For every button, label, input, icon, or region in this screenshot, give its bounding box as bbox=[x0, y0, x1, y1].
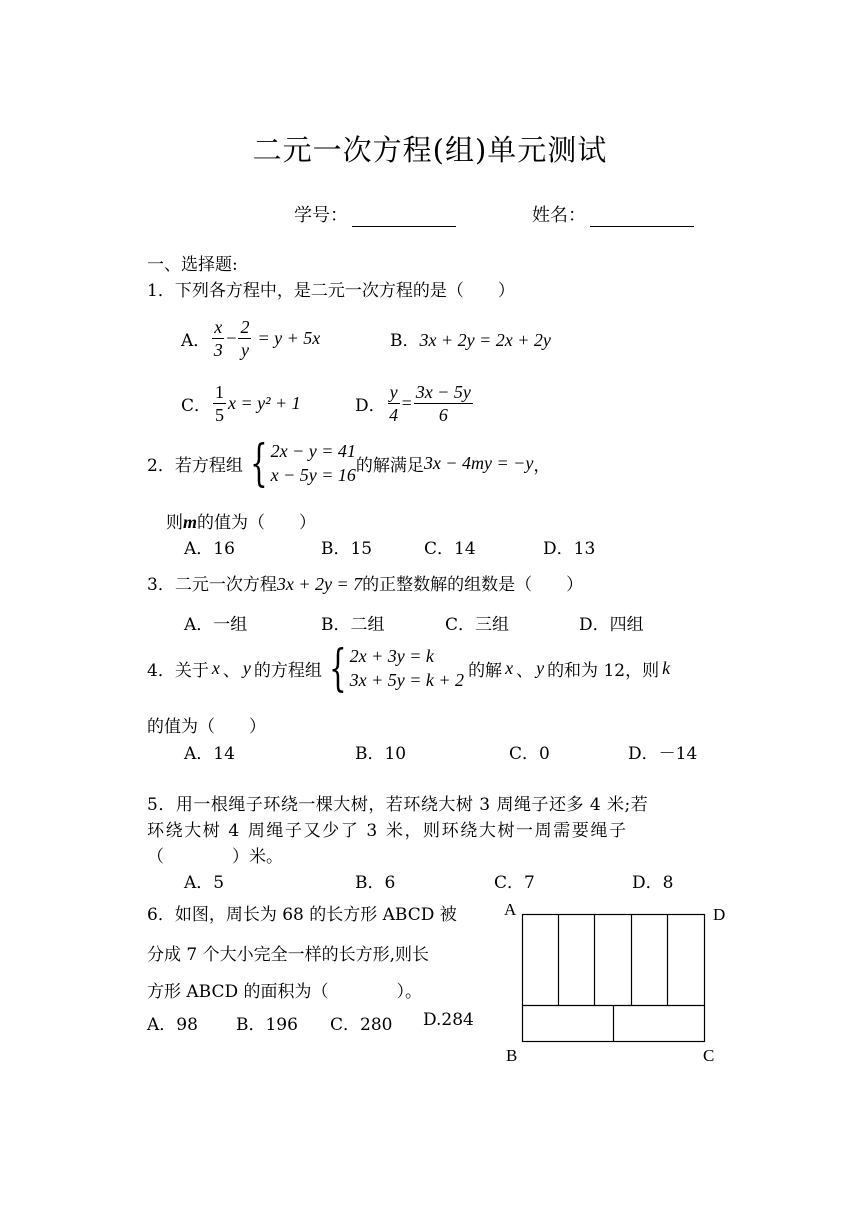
q4-sep2: 、 bbox=[516, 660, 534, 681]
q2-system bbox=[243, 434, 356, 492]
q4-mid2: 的解 bbox=[468, 660, 503, 681]
q6-option-a: A．98 bbox=[147, 1015, 198, 1035]
q1-a-label: A． bbox=[181, 331, 211, 351]
section-heading: 一、选择题: bbox=[147, 255, 238, 275]
q5-line1: 5．用一根绳子环绕一棵大树，若环绕大树 3 周绳子还多 4 米;若 bbox=[147, 795, 649, 815]
q4-y: y bbox=[242, 657, 251, 678]
q2-stem bbox=[147, 434, 551, 492]
q5-option-d: D．8 bbox=[632, 873, 674, 893]
q5-option-b: B．6 bbox=[355, 873, 396, 893]
q2-cond: 3x − 4my = −y bbox=[423, 452, 534, 473]
brace-icon: { bbox=[249, 434, 268, 492]
q3-option-d: D．四组 bbox=[579, 615, 644, 635]
q1-option-b bbox=[390, 326, 551, 351]
q2-prefix: 2．若方程组 bbox=[147, 455, 243, 476]
q1-d-frac2-num: 3x − 5y bbox=[415, 382, 471, 402]
q2-mid: 的解满足 bbox=[355, 455, 424, 476]
q6-option-b: B．196 bbox=[236, 1015, 298, 1035]
q6-option-c: C．280 bbox=[330, 1015, 393, 1035]
q4-line2: 的值为（ ） bbox=[147, 717, 266, 737]
q5-line2: 环绕大树 4 周绳子又少了 3 米，则环绕大树一周需要绳子 bbox=[147, 821, 628, 841]
q1-a-frac1-den: 3 bbox=[213, 340, 223, 360]
q4-y2: y bbox=[536, 657, 545, 678]
name-blank[interactable] bbox=[590, 204, 694, 227]
student-id-field bbox=[294, 201, 456, 227]
q3-eq: 3x + 2y = 7 bbox=[276, 574, 363, 594]
q2-comma: ， bbox=[533, 455, 551, 476]
q1-option-a bbox=[181, 316, 320, 361]
q4-sep: 、 bbox=[222, 660, 240, 681]
name-field bbox=[532, 201, 694, 227]
q2-eq2: x − 5y = 16 bbox=[270, 465, 356, 485]
q3-option-c: C．三组 bbox=[445, 615, 510, 635]
q4-mid1: 的方程组 bbox=[253, 660, 322, 681]
page-title: 二元一次方程(组)单元测试 bbox=[252, 133, 608, 167]
label-b: B bbox=[506, 1046, 518, 1065]
q1-stem: 1．下列各方程中，是二元一次方程的是（ ） bbox=[147, 281, 515, 301]
q1-d-frac1-den: 4 bbox=[389, 405, 399, 425]
q2-line2 bbox=[166, 508, 316, 533]
q4-option-a: A．14 bbox=[184, 744, 235, 764]
q1-a-frac2 bbox=[238, 316, 251, 361]
q1-b-label: B． bbox=[390, 331, 420, 351]
q3-option-b: B．二组 bbox=[321, 615, 385, 635]
q6-line3: 方形 ABCD 的面积为（ ）。 bbox=[147, 982, 423, 1002]
q4-eq2: 3x + 5y = k + 2 bbox=[349, 670, 465, 690]
q1-d-frac2 bbox=[414, 381, 473, 426]
q4-option-d: D．－14 bbox=[628, 744, 698, 764]
q5-line3: （ ）米。 bbox=[147, 847, 283, 867]
q4-eq1: 2x + 3y = k bbox=[349, 646, 434, 666]
q1-a-frac1-num: x bbox=[214, 317, 223, 337]
q1-c-label: C． bbox=[181, 396, 212, 416]
q2-var-m: m bbox=[183, 512, 198, 532]
q2-option-b: B．15 bbox=[321, 539, 373, 559]
q4-x2: x bbox=[505, 657, 514, 678]
q1-a-rest: = y + 5x bbox=[257, 328, 321, 348]
q1-option-c bbox=[181, 381, 301, 426]
q4-x: x bbox=[211, 657, 220, 678]
q4-mid3: 的和为 12，则 bbox=[547, 660, 660, 681]
q3-pre: 3．二元一次方程 bbox=[147, 575, 277, 595]
rectangle-diagram bbox=[500, 895, 740, 1070]
q1-a-minus: − bbox=[226, 328, 237, 348]
q1-d-label: D． bbox=[355, 396, 386, 416]
q4-option-b: B．10 bbox=[355, 744, 407, 764]
q4-system bbox=[322, 639, 465, 697]
q1-d-frac1 bbox=[388, 381, 400, 426]
q2-option-d: D．13 bbox=[543, 539, 596, 559]
q3-post: 的正整数解的组数是（ ） bbox=[362, 575, 584, 595]
q4-option-c: C．0 bbox=[509, 744, 550, 764]
q5-option-a: A．5 bbox=[184, 873, 225, 893]
q2-line2-pre: 则 bbox=[166, 513, 183, 533]
student-id-blank[interactable] bbox=[352, 204, 456, 227]
student-id-label: 学号： bbox=[294, 205, 348, 226]
q2-option-c: C．14 bbox=[424, 539, 476, 559]
q1-a-frac2-num: 2 bbox=[240, 317, 250, 337]
q1-a-frac1 bbox=[212, 316, 224, 361]
q4-pre: 4．关于 bbox=[147, 660, 209, 681]
q2-eq1: 2x − y = 41 bbox=[270, 441, 356, 461]
label-c: C bbox=[703, 1046, 715, 1065]
q3-stem bbox=[147, 570, 583, 595]
q1-option-d bbox=[355, 381, 475, 426]
q6-line2: 分成 7 个大小完全一样的长方形,则长 bbox=[147, 945, 430, 965]
brace-icon: { bbox=[328, 639, 347, 697]
q2-option-a: A．16 bbox=[184, 539, 235, 559]
q4-k: k bbox=[662, 657, 671, 678]
label-d: D bbox=[713, 905, 726, 924]
q1-c-frac-num: 1 bbox=[215, 382, 225, 402]
q5-option-c: C．7 bbox=[494, 873, 535, 893]
q3-option-a: A．一组 bbox=[184, 615, 248, 635]
name-label: 姓名： bbox=[532, 205, 586, 226]
q6-line1: 6．如图，周长为 68 的长方形 ABCD 被 bbox=[147, 905, 457, 925]
q4-stem bbox=[147, 639, 671, 697]
q1-d-frac1-num: y bbox=[389, 382, 398, 402]
q1-d-eq: = bbox=[401, 393, 412, 413]
q1-c-rest: x = y² + 1 bbox=[228, 393, 301, 413]
q1-b-expr: 3x + 2y = 2x + 2y bbox=[419, 330, 551, 350]
q2-line2-post: 的值为（ ） bbox=[197, 513, 317, 533]
q1-d-frac2-den: 6 bbox=[438, 405, 448, 425]
q1-c-frac bbox=[213, 381, 226, 426]
q1-c-frac-den: 5 bbox=[215, 405, 225, 425]
q6-option-d: D.284 bbox=[423, 1010, 474, 1030]
label-a: A bbox=[504, 900, 517, 919]
q1-a-frac2-den: y bbox=[240, 340, 249, 360]
